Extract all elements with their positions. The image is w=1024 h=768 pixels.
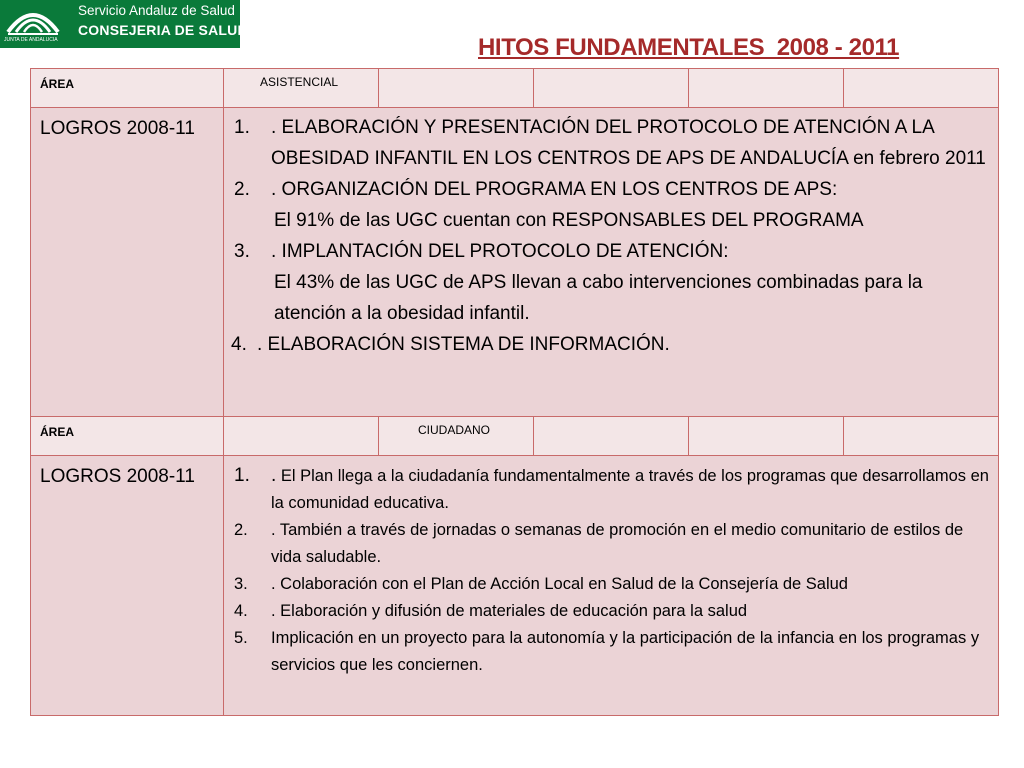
logo-subtitle: JUNTA DE ANDALUCIA <box>4 37 58 43</box>
empty-cell <box>224 417 379 456</box>
empty-cell <box>534 69 689 108</box>
area-label: ÁREA <box>40 77 75 91</box>
empty-cell <box>689 69 844 108</box>
logo-banner <box>0 0 248 48</box>
page-title: HITOS FUNDAMENTALES 2008 - 2011 <box>478 34 900 61</box>
list-item: 2. . ORGANIZACIÓN DEL PROGRAMA EN LOS CENTROS DE APS: El 91% de las UGC cuentan con RESPONSABLES DEL PROGRAMA <box>234 179 864 231</box>
logo-ministry-name: CONSEJERIA DE SALUD <box>78 22 248 38</box>
logros-list <box>224 108 998 360</box>
logros-list <box>224 456 998 679</box>
hitos-table <box>30 68 999 716</box>
area-value: CIUDADANO <box>417 423 490 437</box>
list-item: 2. . También a través de jornadas o semanas de promoción en el medio comunitario de estilos de vida saludable. <box>234 521 964 566</box>
list-item: 4. . ELABORACIÓN SISTEMA DE INFORMACIÓN. <box>231 334 670 355</box>
empty-cell <box>534 417 689 456</box>
area-value-cell <box>224 69 379 108</box>
list-item: 1. . El Plan llega a la ciudadanía fundamentalmente a través de los programas que desarrollamos en la comunidad educativa. <box>234 465 989 512</box>
list-item: 3. . IMPLANTACIÓN DEL PROTOCOLO DE ATENCIÓN: El 43% de las UGC de APS llevan a cabo intervenciones combinadas para la atención a la obesidad infantil. <box>234 241 923 324</box>
empty-cell <box>844 417 999 456</box>
empty-cell <box>844 69 999 108</box>
logros-content-cell <box>224 456 999 716</box>
logros-label-cell <box>31 456 224 716</box>
logros-content-cell <box>224 108 999 417</box>
logros-row-ciudadano <box>31 456 999 716</box>
area-label-cell <box>31 69 224 108</box>
area-label-cell <box>31 417 224 456</box>
area-value: ASISTENCIAL <box>259 75 339 89</box>
empty-cell <box>689 417 844 456</box>
list-item: 1. . ELABORACIÓN Y PRESENTACIÓN DEL PROTOCOLO DE ATENCIÓN A LA OBESIDAD INFANTIL EN LOS CENTROS DE APS DE ANDALUCÍA en febrero 2011 <box>234 117 986 169</box>
logo-service-name: Servicio Andaluz de Salud <box>78 3 235 18</box>
logros-label: LOGROS 2008-11 <box>40 118 195 139</box>
logros-row-asistencial <box>31 108 999 417</box>
empty-cell <box>379 69 534 108</box>
logros-label-cell <box>31 108 224 417</box>
area-row-asistencial <box>31 69 999 108</box>
list-item: 3. . Colaboración con el Plan de Acción Local en Salud de la Consejería de Salud <box>234 575 848 593</box>
logros-label: LOGROS 2008-11 <box>40 466 195 487</box>
list-item: 5. Implicación en un proyecto para la autonomía y la participación de la infancia en los programas y servicios que les conciernen. <box>234 629 980 674</box>
area-value-cell <box>379 417 534 456</box>
area-row-ciudadano <box>31 417 999 456</box>
area-label: ÁREA <box>40 425 75 439</box>
list-item: 4. . Elaboración y difusión de materiales de educación para la salud <box>234 602 748 620</box>
